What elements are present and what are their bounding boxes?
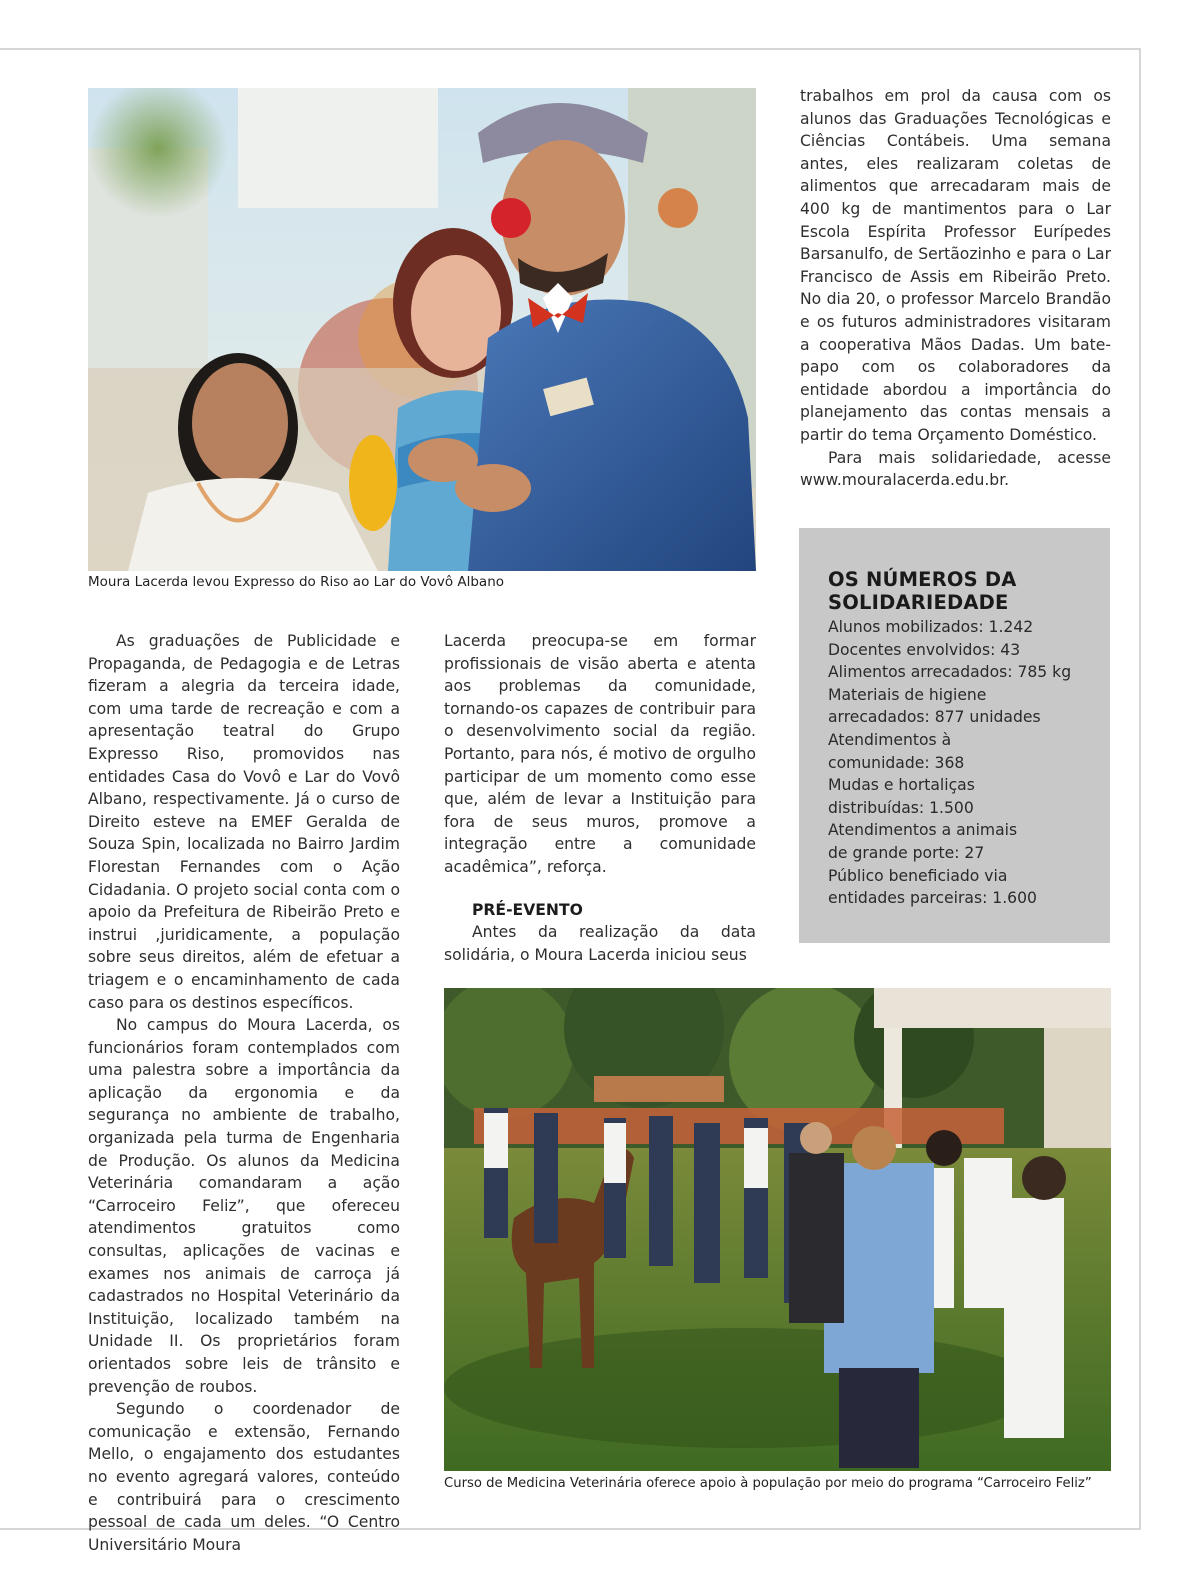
photo-clown-visit	[88, 88, 756, 571]
stats-item: Materiais de higiene arrecadados: 877 unidades	[828, 685, 1041, 727]
article-column-middle	[444, 630, 756, 966]
photo-vet-program-image	[444, 988, 1111, 1471]
photo-clown-visit-caption: Moura Lacerda levou Expresso do Riso ao Lar do Vovô Albano	[88, 574, 505, 590]
article-column-right-top	[800, 85, 1111, 492]
solidarity-stats-box	[799, 528, 1110, 943]
article-paragraph: Segundo o coordenador de comunicação e extensão, Fernando Mello, o engajamento dos estudantes no evento agregará valores, conteúdo e contribuirá para o crescimento pessoal de cada um deles. “O Centro Universitário Moura	[88, 1400, 400, 1554]
stats-title: OS NÚMEROS DA SOLIDARIEDADE	[828, 568, 1017, 614]
photo-vet-program-caption: Curso de Medicina Veterinária oferece apoio à população por meio do programa “Carroceiro Feliz”	[444, 1476, 1092, 1491]
stats-item: Docentes envolvidos: 43	[828, 640, 1021, 659]
stats-item: Alunos mobilizados: 1.242	[828, 618, 1034, 636]
stats-list	[828, 616, 1090, 910]
photo-clown-visit-image	[88, 88, 756, 571]
stats-item: Alimentos arrecadados: 785 kg	[828, 663, 1072, 682]
article-paragraph: Lacerda preocupa-se em formar profissionais de visão aberta e atenta aos problemas da comunidade, tornando-os capazes de contribuir para o desenvolvimento social da região. Portanto, para nós, é motivo de orgulho participar de um momento como esse que, além de levar a Instituição para fora de seus muros, promove a integração entre a comunidade acadêmica”, reforça.	[444, 632, 756, 876]
section-heading: PRÉ-EVENTO	[472, 900, 583, 919]
article-paragraph: Antes da realização da data solidária, o Moura Lacerda iniciou seus	[444, 923, 756, 964]
stats-item: Atendimentos a animais de grande porte: 27	[828, 821, 1018, 862]
article-paragraph: No campus do Moura Lacerda, os funcionários foram contemplados com uma palestra sobre a importância da aplicação da ergonomia e da segurança no ambiente de trabalho, organizada pela turma de Engenharia de Produção. Os alunos da Medicina Veterinária comandaram a ação “Carroceiro Feliz”, que ofereceu atendimentos gratuitos como consultas, aplicações de vacinas e exames nos animais de carroça já cadastrados no Hospital Veterinário da Instituição, localizado também na Unidade II. Os proprietários foram orientados sobre leis de trânsito e prevenção de roubos.	[88, 1016, 400, 1396]
article-paragraph: As graduações de Publicidade e Propaganda, de Pedagogia e de Letras fizeram a alegria da terceira idade, com uma tarde de recreação e com a apresentação teatral do Grupo Expresso Riso, promovidos nas entidades Casa do Vovô e Lar do Vovô Albano, respectivamente. Já o curso de Direito esteve na EMEF Geralda de Souza Spin, localizada no Bairro Jardim Florestan Fernandes com o Ação Cidadania. O projeto social conta com o apoio da Prefeitura de Ribeirão Preto e instrui ,juridicamente, a população sobre seus direitos, além de efetuar a triagem e o encaminhamento de cada caso para os destinos específicos.	[88, 632, 400, 1012]
article-paragraph-url: Para mais solidariedade, acesse www.mouralacerda.edu.br.	[800, 448, 1111, 490]
stats-item: Mudas e hortaliças distribuídas: 1.500	[828, 776, 975, 817]
stats-item: Público beneficiado via entidades parceiras: 1.600	[828, 866, 1037, 908]
article-column-left	[88, 630, 400, 1556]
stats-item: Atendimentos à comunidade: 368	[828, 730, 965, 772]
article-paragraph: trabalhos em prol da causa com os alunos das Graduações Tecnológicas e Ciências Contábeis. Uma semana antes, eles realizaram coletas de alimentos que arrecadaram mais de 400 kg de mantimentos para o Lar Escola Espírita Professor Eurípedes Barsanulfo, de Sertãozinho e para o Lar Francisco de Assis em Ribeirão Preto. No dia 20, o professor Marcelo Brandão e os futuros administradores visitaram a cooperativa Mãos Dadas. Um bate-papo com os colaboradores da entidade abordou a importância do planejamento das contas mensais a partir do tema Orçamento Doméstico.	[800, 87, 1111, 444]
photo-vet-program	[444, 988, 1111, 1471]
